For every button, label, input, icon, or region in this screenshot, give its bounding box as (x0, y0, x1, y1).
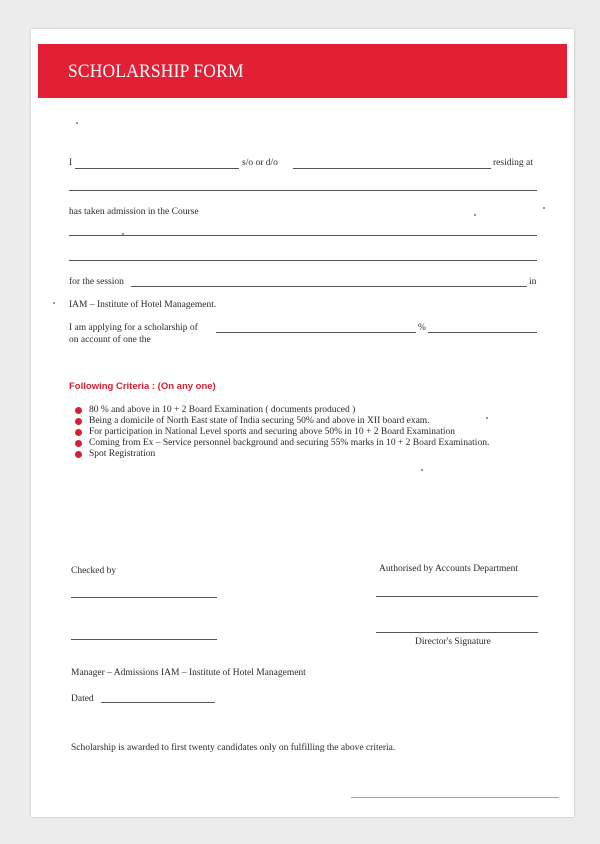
residing-label: residing at (493, 158, 533, 168)
form-title: SCHOLARSHIP FORM (68, 61, 244, 82)
session-field[interactable] (131, 286, 527, 287)
applying-label: I am applying for a scholarship of (69, 323, 198, 333)
criteria-text: Coming from Ex – Service personnel background and securing 55% marks in 10 + 2 Board Examination. (89, 438, 490, 448)
bottom-rule (351, 797, 559, 798)
parent-name-field[interactable] (293, 168, 491, 169)
scan-speck (421, 469, 423, 471)
title-banner (38, 44, 567, 98)
criteria-item (75, 416, 489, 427)
bullet-icon (75, 429, 82, 436)
account-label: on account of one the (69, 335, 151, 345)
scan-speck (474, 214, 476, 216)
session-suffix: in (529, 277, 537, 287)
address-field[interactable] (69, 190, 537, 191)
percent-sign: % (418, 323, 426, 333)
checked-by-signature-line-2[interactable] (71, 639, 217, 640)
course-field-continued[interactable] (69, 260, 537, 261)
scholarship-amount-field[interactable] (216, 332, 416, 333)
checked-by-label: Checked by (71, 566, 117, 576)
footer-note: Scholarship is awarded to first twenty candidates only on fulfilling the above criteria. (71, 743, 396, 753)
criteria-heading: Following Criteria : (On any one) (69, 381, 216, 392)
criteria-text: Being a domicile of North East state of India securing 50% and above in XII board exam. (89, 416, 430, 426)
course-field[interactable] (69, 235, 537, 236)
scan-speck (122, 233, 124, 235)
scan-speck (53, 302, 55, 304)
bullet-icon (75, 418, 82, 425)
director-signature-label: Director's Signature (415, 637, 491, 647)
checked-by-signature-line[interactable] (71, 597, 217, 598)
name-field[interactable] (75, 168, 239, 169)
criteria-list (75, 405, 489, 460)
session-label: for the session (69, 277, 124, 287)
director-signature-line[interactable] (376, 632, 538, 633)
criteria-item (75, 427, 489, 438)
authorised-by-label: Authorised by Accounts Department (379, 564, 519, 574)
scan-speck (486, 417, 488, 419)
name-prefix: I (69, 158, 73, 168)
scan-speck (543, 207, 545, 209)
percent-field[interactable] (428, 332, 537, 333)
manager-label: Manager – Admissions IAM – Institute of Hotel Management (71, 668, 306, 678)
criteria-item (75, 449, 489, 460)
date-field[interactable] (101, 702, 215, 703)
criteria-item (75, 438, 489, 449)
criteria-text: For participation in National Level sports and securing above 50% in 10 + 2 Board Examination (89, 427, 456, 437)
relation-label: s/o or d/o (242, 158, 278, 168)
criteria-text: Spot Registration (89, 449, 156, 459)
dated-label: Dated (71, 694, 94, 704)
bullet-icon (75, 407, 82, 414)
criteria-text: 80 % and above in 10 + 2 Board Examination ( documents produced ) (89, 405, 356, 415)
institute-name: IAM – Institute of Hotel Management. (69, 300, 217, 310)
accounts-signature-line[interactable] (376, 596, 538, 597)
bullet-icon (75, 451, 82, 458)
admission-label: has taken admission in the Course (69, 207, 199, 217)
bullet-icon (75, 440, 82, 447)
scan-speck (76, 122, 78, 124)
criteria-item (75, 405, 489, 416)
form-page (31, 29, 574, 817)
